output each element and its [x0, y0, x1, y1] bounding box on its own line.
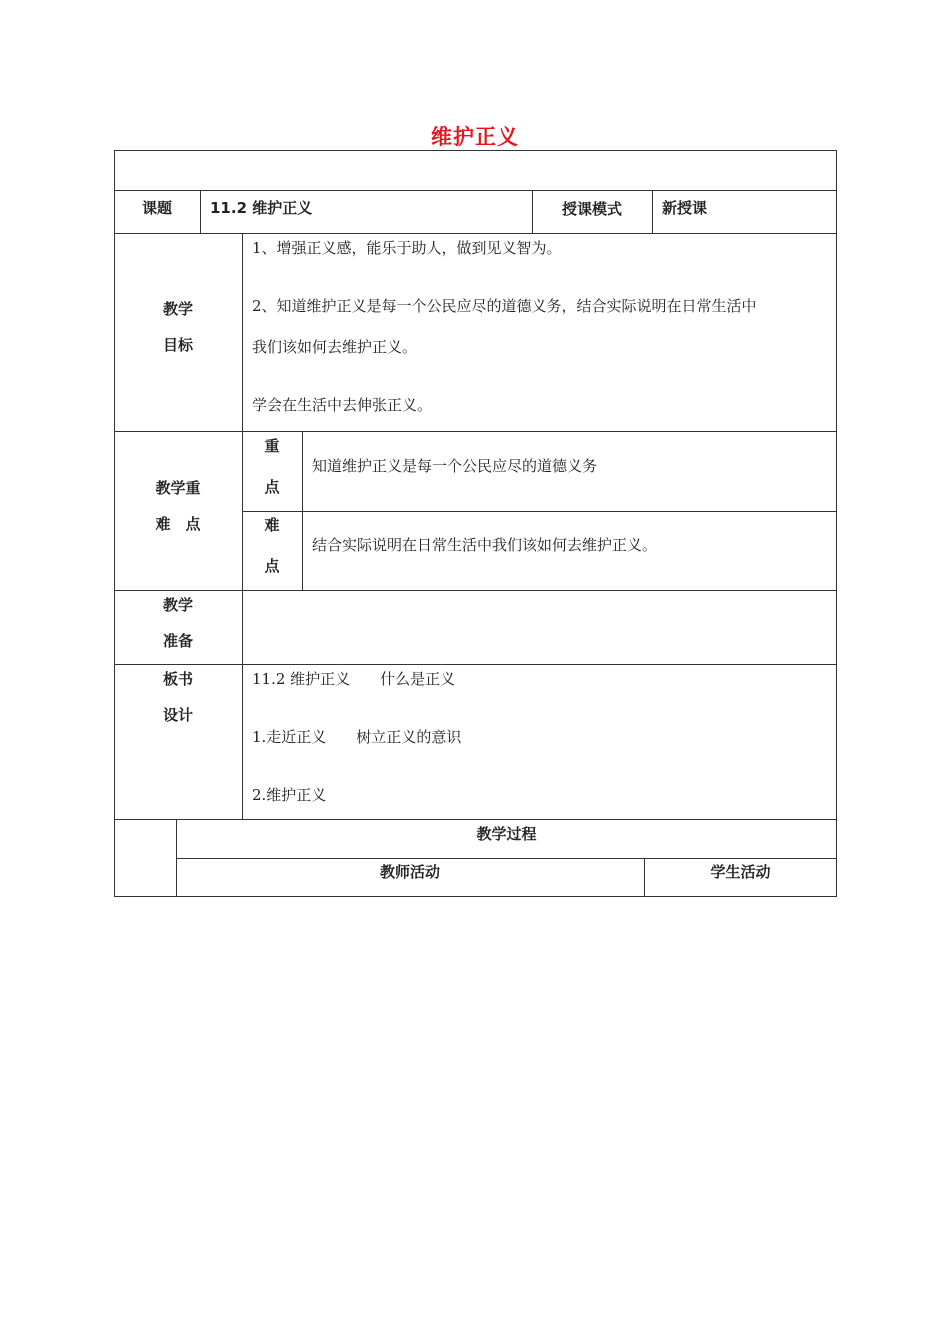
key-points-label: 教学重: [155, 479, 201, 497]
col-divider: [200, 190, 201, 233]
difficult-point-text: 结合实际说明在日常生活中我们该如何去维护正义。: [312, 536, 658, 554]
objective-item: 学会在生活中去伸张正义。: [252, 396, 433, 414]
board-design-label: 设计: [162, 706, 193, 724]
difficult-point-label: 难: [264, 516, 280, 534]
row-divider: [114, 431, 837, 432]
mode-label: 授课模式: [561, 200, 622, 218]
preparation-label: 教学: [162, 596, 193, 614]
row-divider: [242, 511, 837, 512]
preparation-label: 准备: [162, 632, 193, 650]
difficult-point-label: 点: [264, 557, 280, 575]
topic-label: 课题: [141, 199, 172, 217]
row-divider: [114, 190, 837, 191]
teacher-activity-header: 教师活动: [379, 863, 440, 881]
page-title: 维护正义: [431, 125, 519, 149]
row-divider: [114, 819, 837, 820]
topic-value: 11.2 维护正义: [210, 199, 313, 217]
col-divider: [652, 190, 653, 233]
objective-item: 1、增强正义感，能乐于助人，做到见义智为。: [252, 239, 562, 257]
objective-item: 2、知道维护正义是每一个公民应尽的道德义务，结合实际说明在日常生活中: [252, 297, 757, 315]
row-divider: [114, 233, 837, 234]
objectives-label: 目标: [162, 336, 193, 354]
row-divider: [176, 858, 837, 859]
student-activity-header: 学生活动: [710, 863, 771, 881]
board-line: 11.2 维护正义 什么是正义: [252, 670, 456, 688]
mode-value: 新授课: [662, 199, 708, 217]
key-point-label: 点: [264, 478, 280, 496]
process-header: 教学过程: [476, 825, 537, 843]
objectives-label: 教学: [162, 300, 193, 318]
col-divider: [302, 431, 303, 590]
board-design-label: 板书: [162, 670, 193, 688]
key-point-text: 知道维护正义是每一个公民应尽的道德义务: [312, 457, 598, 475]
key-points-label: 难 点: [155, 515, 201, 533]
row-divider: [114, 664, 837, 665]
row-divider: [114, 590, 837, 591]
board-line: 1.走近正义 树立正义的意识: [252, 728, 462, 746]
board-line: 2.维护正义: [252, 786, 327, 804]
key-point-label: 重: [264, 437, 280, 455]
objective-item: 我们该如何去维护正义。: [252, 338, 418, 356]
